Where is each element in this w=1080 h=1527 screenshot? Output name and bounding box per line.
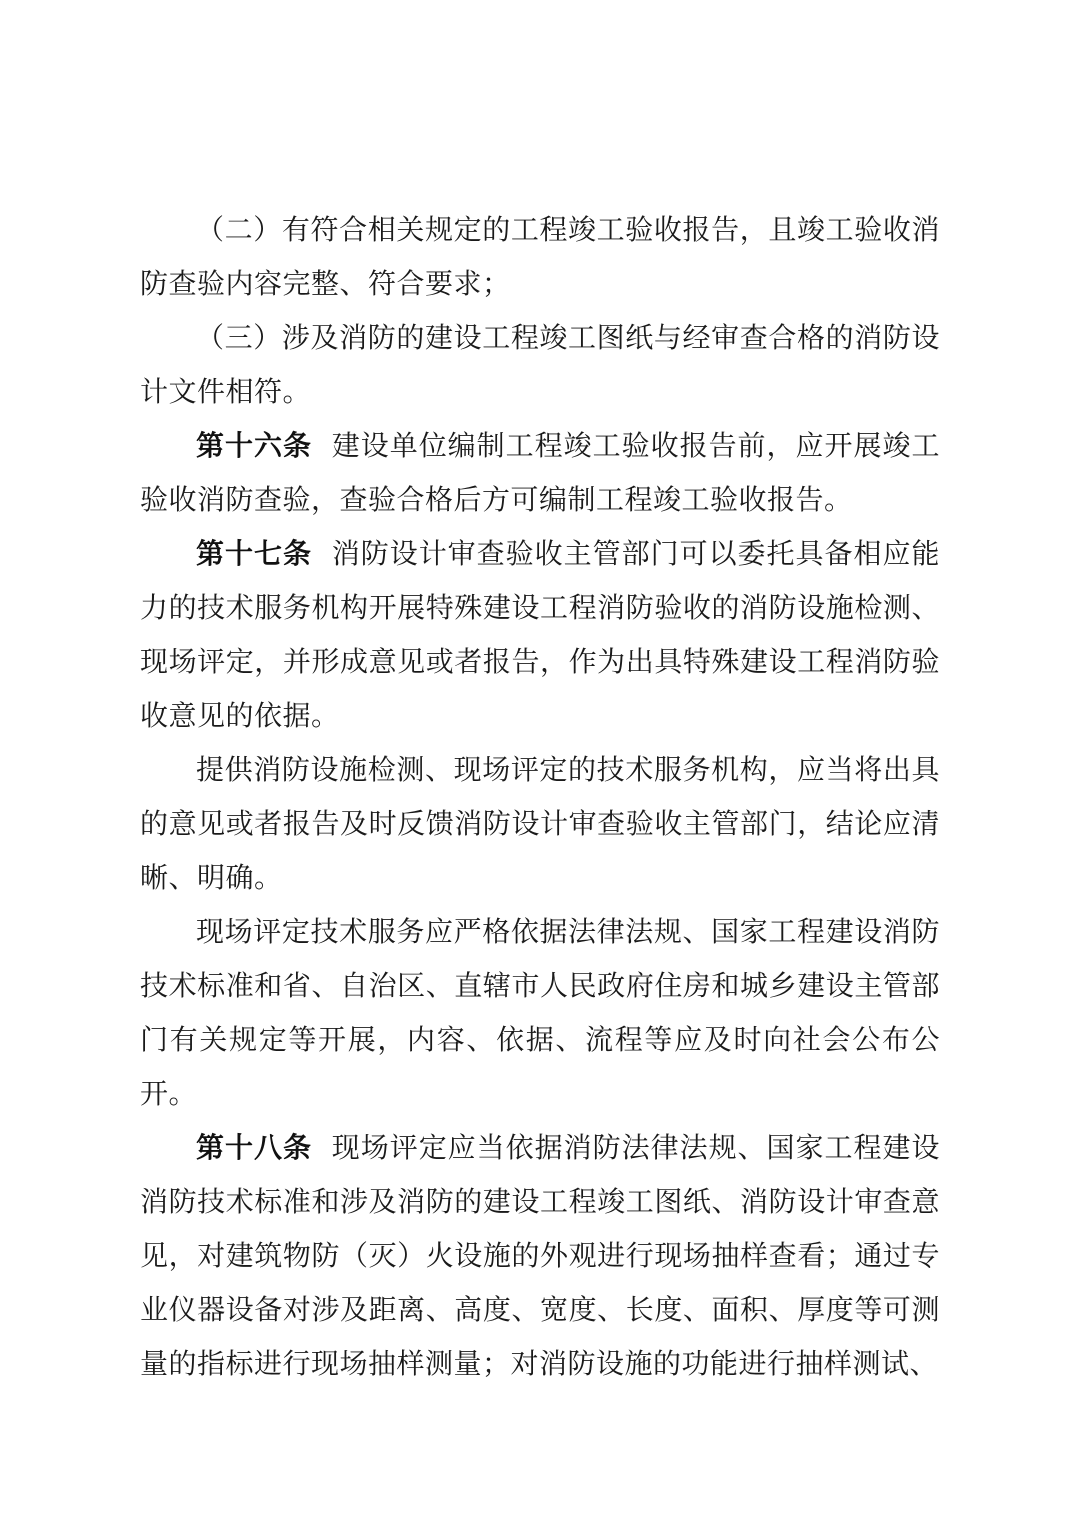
paragraph-text: 现场评定技术服务应严格依据法律法规、国家工程建设消防技术标准和省、自治区、直辖市人民政府住房和城乡建设主管部门有关规定等开展，内容、依据、流程等应及时向社会公布公开。 [140, 915, 940, 1110]
article-17 [140, 527, 940, 743]
article-text: 建设单位编制工程竣工验收报告前，应开展竣工验收消防查验，查验合格后方可编制工程竣工验收报告。 [140, 429, 940, 516]
paragraph-text: 提供消防设施检测、现场评定的技术服务机构，应当将出具的意见或者报告及时反馈消防设计审查验收主管部门，结论应清晰、明确。 [140, 753, 940, 894]
article-text: 消防设计审查验收主管部门可以委托具备相应能力的技术服务机构开展特殊建设工程消防验收的消防设施检测、现场评定，并形成意见或者报告，作为出具特殊建设工程消防验收意见的依据。 [140, 537, 940, 732]
document-body [140, 203, 940, 1391]
paragraph-text: （二）有符合相关规定的工程竣工验收报告，且竣工验收消防查验内容完整、符合要求； [140, 213, 940, 300]
paragraph-item-3 [140, 311, 940, 419]
paragraph-item-2 [140, 203, 940, 311]
article-label: 第十八条 [196, 1131, 312, 1164]
article-16 [140, 419, 940, 527]
article-label: 第十六条 [196, 429, 312, 462]
paragraph-text: （三）涉及消防的建设工程竣工图纸与经审查合格的消防设计文件相符。 [140, 321, 940, 408]
article-18 [140, 1121, 940, 1391]
article-label: 第十七条 [196, 537, 312, 570]
paragraph-service-agency [140, 743, 940, 905]
paragraph-onsite-evaluation [140, 905, 940, 1121]
article-text: 现场评定应当依据消防法律法规、国家工程建设消防技术标准和涉及消防的建设工程竣工图纸、消防设计审查意见，对建筑物防（灭）火设施的外观进行现场抽样查看；通过专业仪器设备对涉及距离、高度、宽度、长度、面积、厚度等可测量的指标进行现场抽样测量；对消防设施的功能进行抽样测试、 [140, 1131, 940, 1380]
